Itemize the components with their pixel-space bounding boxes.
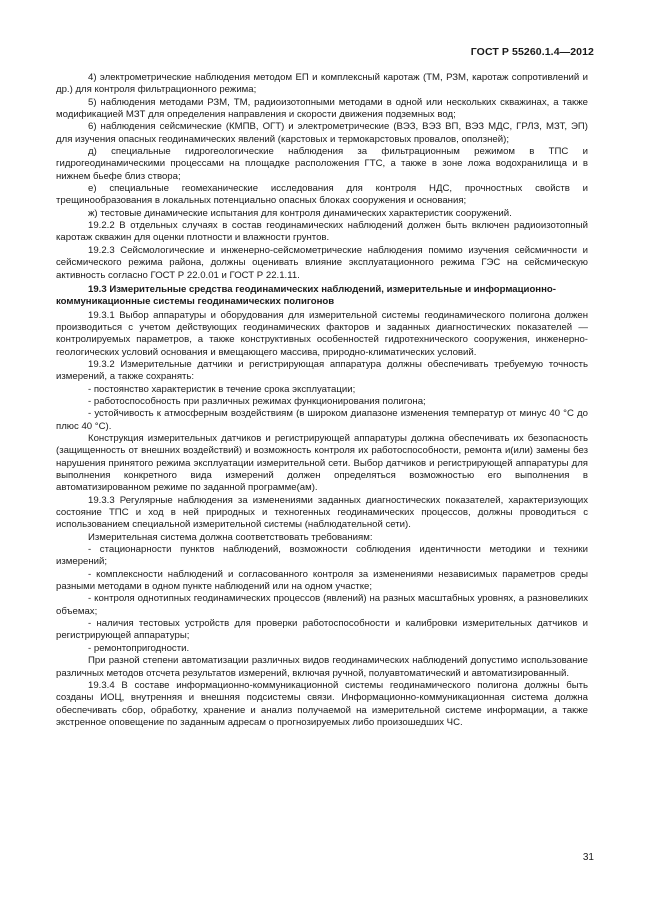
paragraph: 19.3.1 Выбор аппаратуры и оборудования для измерительной системы геодинамического полигона должен производиться с учетом действующих геодинамических факторов и заданных диагностических показателей — контролируемых параметров, а также конструктивных особенностей гидротехнического сооружения, инженерно-геологических условий основания и вмещающего массива, природно-климатических условий.: [56, 309, 588, 358]
list-item: 4) электрометрические наблюдения методом ЕП и комплексный каротаж (ТМ, РЗМ, каротаж сопротивлений и др.) для контроля фильтрационного режима;: [56, 72, 588, 96]
page-number: 31: [582, 852, 594, 863]
paragraph: 19.2.3 Сейсмологические и инженерно-сейсмометрические наблюдения помимо изучения сейсмичности и сейсмического режима района, должны оценивать влияние эксплуатационного режима ГЭС на сейсмическую активность согласно ГОСТ Р 22.0.01 и ГОСТ Р 22.1.11.: [56, 244, 588, 281]
paragraph: 19.2.2 В отдельных случаях в состав геодинамических наблюдений должен быть включен радиоизотопный каротаж скважин для оценки плотности и влажности грунтов.: [56, 220, 588, 244]
list-item: ж) тестовые динамические испытания для контроля динамических характеристик сооружений.: [88, 207, 512, 219]
paragraph: 19.3.3 Регулярные наблюдения за изменениями заданных диагностических показателей, характеризующих состояние ТПС и ход в ней природных и техногенных геодинамических процессов, должны проводиться с использованием специальной измерительной системы (наблюдательной сети).: [56, 494, 588, 531]
paragraph: 19.3.2 Измерительные датчики и регистрирующая аппаратура должны обеспечивать требуемую точность измерений, а также сохранять:: [56, 358, 588, 383]
list-item: - контроля однотипных геодинамических процессов (явлений) на разных масштабных уровнях, а разновеликих объемах;: [56, 593, 588, 617]
page-body: [56, 72, 588, 729]
list-item: - устойчивость к атмосферным воздействиям (в широком диапазоне изменения температур от минус 40 °С до плюс 40 °С).: [56, 408, 588, 432]
list-item: - стационарности пунктов наблюдений, возможности соблюдения идентичности методики и техники измерений;: [56, 544, 588, 568]
list-item: - наличия тестовых устройств для проверки работоспособности и калибровки измерительных датчиков и регистрирующей аппаратуры;: [56, 618, 588, 642]
paragraph: Конструкция измерительных датчиков и регистрирующей аппаратуры должна обеспечивать их безопасность (защищенность от внешних воздействий) и возможность контроля их работоспособности, ремонта и(или) замены без нарушения принятого режима эксплуатации измерительной сети. Выбор датчиков и регистрирующей аппаратуры для выполнения конкретного вида измерений должен определяться возможностью его выполнения в автоматизированном режиме по заданной программе(ам).: [56, 432, 588, 494]
section-heading: 19.3 Измерительные средства геодинамических наблюдений, измерительные и информационно-коммуникационные системы геодинамических полигонов: [56, 283, 556, 308]
paragraph: Измерительная система должна соответствовать требованиям:: [88, 531, 373, 543]
list-item: е) специальные геомеханические исследования для контроля НДС, прочностных свойств и трещинообразования в локальных потенциально опасных блоках сооружения и основания;: [56, 183, 588, 207]
list-item: - постоянство характеристик в течение срока эксплуатации;: [88, 383, 356, 395]
list-item: - ремонтопригодности.: [88, 642, 190, 654]
document-standard-code: ГОСТ Р 55260.1.4—2012: [470, 46, 594, 58]
list-item: - комплексности наблюдений и согласованного контроля за изменениями независимых параметров среды разными методами в одном пункте наблюдений или на одном участке;: [56, 568, 588, 593]
list-item: 6) наблюдения сейсмические (КМПВ, ОГТ) и электрометрические (ВЭЗ, ВЭЗ ВП, ВЭЗ МДС, ГРЛЗ, МЗТ, ЭП) для изучения опасных геодинамических явлений (карстовых и термокарстовых провалов, оползней);: [56, 121, 588, 145]
list-item: д) специальные гидрогеологические наблюдения за фильтрационным режимом в ТПС и гидрогеодинамическими процессами на площадке расположения ГТС, а также в зоне ложа водохранилища и в нижнем бьефе близ створа;: [56, 146, 588, 182]
paragraph: При разной степени автоматизации различных видов геодинамических наблюдений допустимо использование различных методов отсчета результатов измерений, включая ручной, полуавтоматический и автоматизированный.: [56, 655, 588, 679]
list-item: - работоспособность при различных режимах функционирования полигона;: [88, 395, 426, 407]
list-item: 5) наблюдения методами РЗМ, ТМ, радиоизотопными методами в одной или нескольких скважинах, а также модификацией МЗТ для определения направления и скорости движения подземных вод;: [56, 96, 588, 121]
paragraph: 19.3.4 В составе информационно-коммуникационной системы геодинамического полигона должны быть созданы ИОЦ, внутренняя и внешняя подсистемы связи. Информационно-коммуникационная система должна обеспечивать сбор, обработку, хранение и анализ получаемой на измерительной системе информации, а также экстренное оповещение по заданным адресам о прогнозируемых либо произошедших ЧС.: [56, 679, 588, 728]
